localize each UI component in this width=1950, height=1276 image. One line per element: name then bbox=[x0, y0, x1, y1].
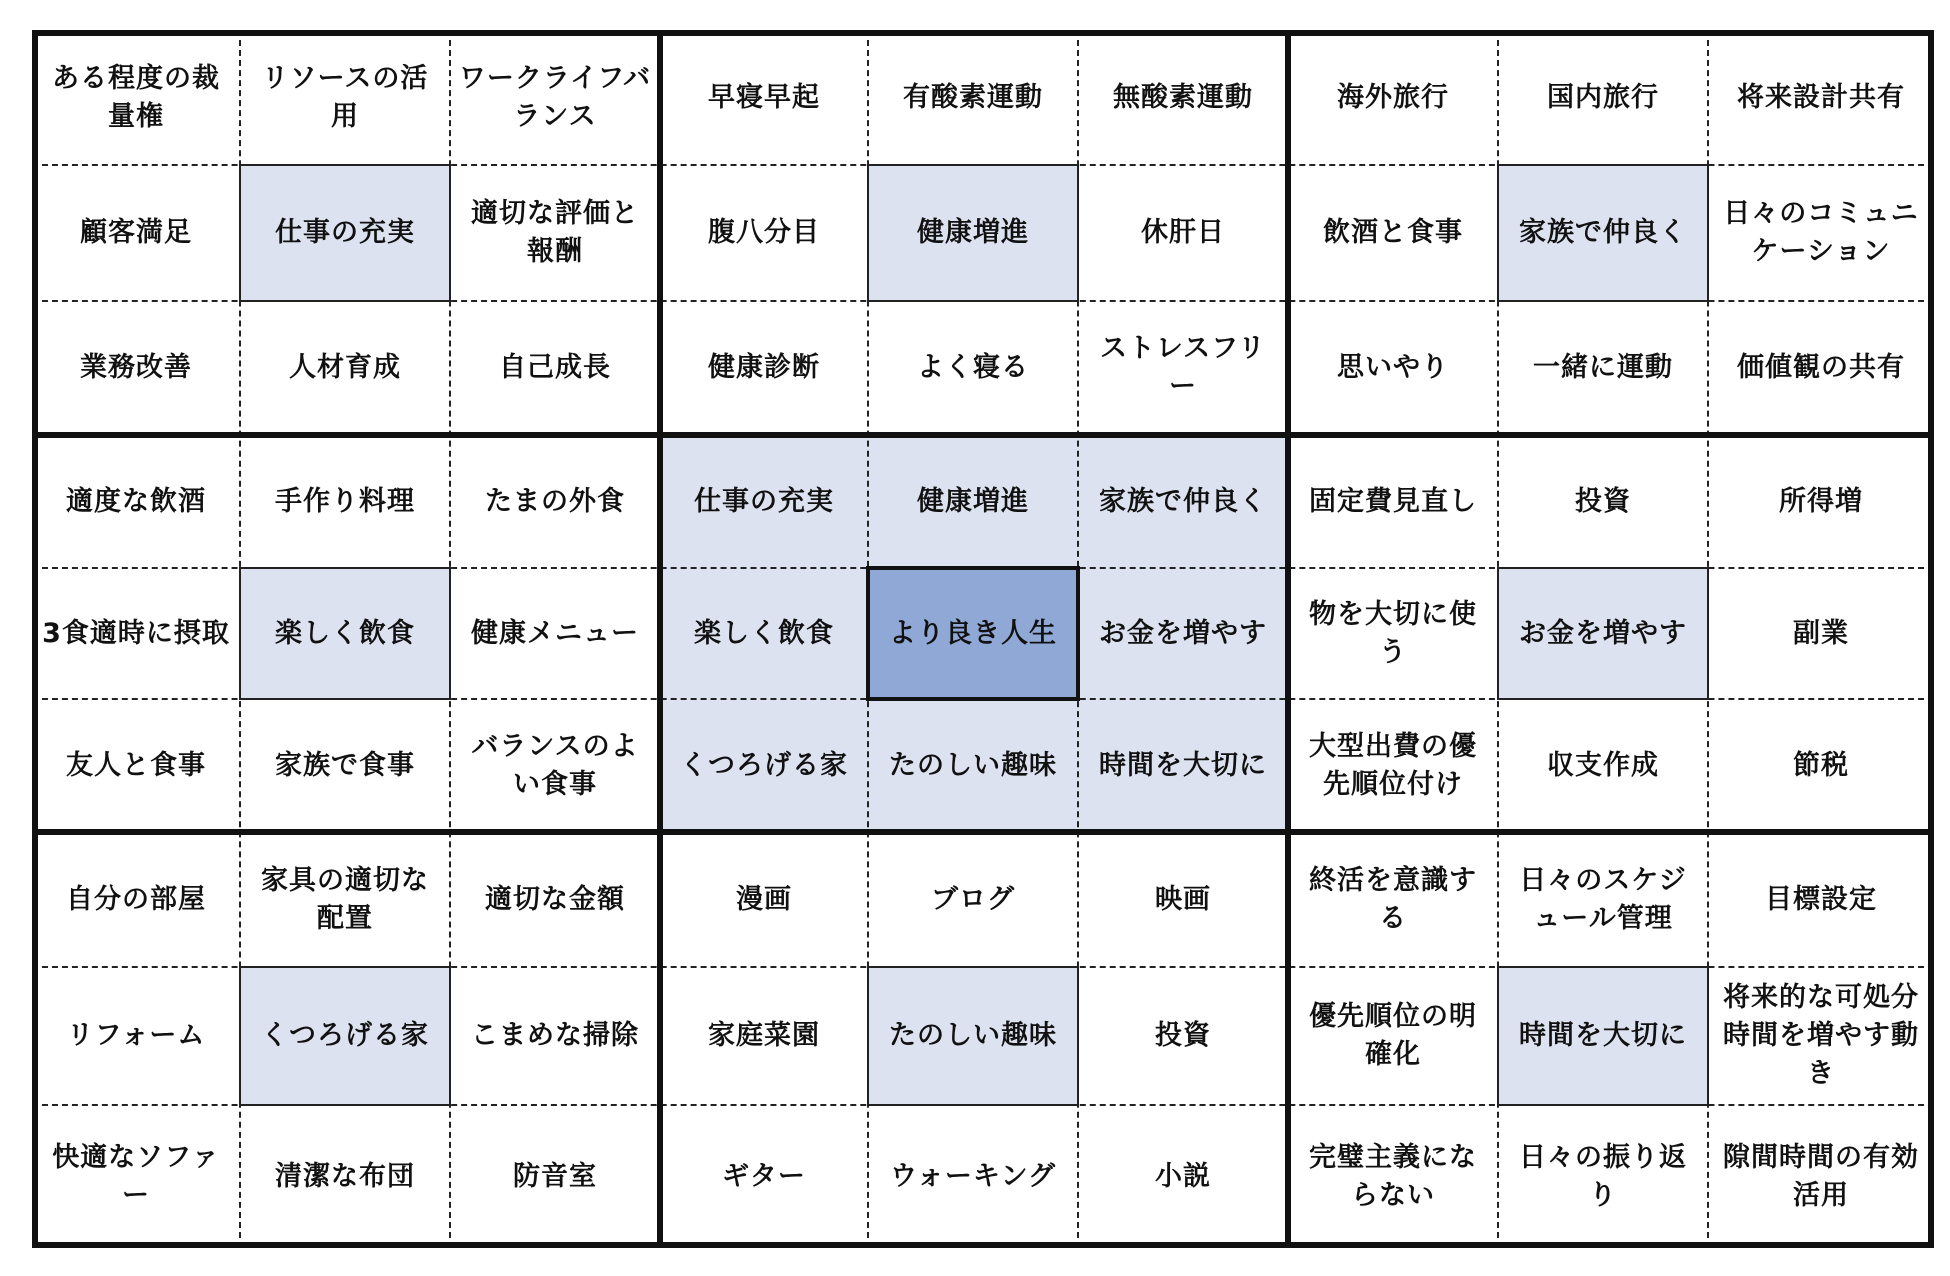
action-cell: 投資 bbox=[1575, 485, 1631, 517]
action-cell: リフォーム bbox=[66, 1020, 206, 1051]
sub-goal-cell: 時間を大切に bbox=[1498, 967, 1708, 1105]
action-cell: 防音室 bbox=[513, 1160, 597, 1192]
action-cell: 人材育成 bbox=[289, 352, 401, 383]
block-border bbox=[32, 432, 1934, 438]
action-cell: 投資 bbox=[1155, 1020, 1211, 1051]
action-cell: 家族で食事 bbox=[275, 749, 415, 781]
action-cell: 有酸素運動 bbox=[903, 81, 1043, 113]
sub-goal-cell: 仕事の充実 bbox=[240, 165, 450, 301]
sub-goal-cell: 楽しく飲食 bbox=[240, 568, 450, 699]
sub-goal-cell: 時間を大切に bbox=[1078, 699, 1288, 832]
action-cell: ブログ bbox=[931, 883, 1015, 915]
action-cell: ワークライフバランス bbox=[458, 62, 652, 132]
sub-goal-outline bbox=[1497, 966, 1709, 1106]
action-cell: 所得増 bbox=[1779, 485, 1863, 517]
action-cell: 飲酒と食事 bbox=[1323, 217, 1463, 248]
action-cell: 価値観の共有 bbox=[1737, 352, 1905, 383]
sub-goal-outline bbox=[239, 567, 451, 700]
action-cell: 国内旅行 bbox=[1547, 81, 1659, 113]
action-cell: 隙間時間の有効活用 bbox=[1723, 1141, 1919, 1211]
block-border bbox=[657, 30, 663, 1248]
action-cell: 3食適時に摂取 bbox=[42, 617, 230, 649]
action-cell: 漫画 bbox=[736, 883, 792, 915]
action-cell: 完璧主義にならない bbox=[1309, 1141, 1477, 1211]
action-cell: 健康メニュー bbox=[471, 617, 639, 649]
action-cell: 収支作成 bbox=[1547, 749, 1659, 781]
action-cell: 終活を意識する bbox=[1309, 864, 1477, 934]
action-cell: バランスのよい食事 bbox=[471, 730, 639, 800]
block-border bbox=[1928, 30, 1934, 1248]
action-cell: 家具の適切な配置 bbox=[261, 864, 429, 934]
action-cell: 日々の振り返り bbox=[1519, 1141, 1687, 1211]
action-cell: 健康診断 bbox=[708, 352, 820, 383]
action-cell: ストレスフリー bbox=[1099, 333, 1267, 402]
action-cell: 適切な金額 bbox=[485, 883, 625, 915]
action-cell: 副業 bbox=[1793, 617, 1849, 649]
action-cell: 家庭菜園 bbox=[708, 1020, 820, 1051]
action-cell: リソースの活用 bbox=[261, 62, 429, 132]
sub-goal-cell: たのしい趣味 bbox=[868, 967, 1078, 1105]
action-cell: 固定費見直し bbox=[1309, 485, 1477, 517]
sub-goal-outline bbox=[239, 164, 451, 302]
action-cell: 適切な評価と報酬 bbox=[471, 198, 639, 267]
block-border bbox=[32, 829, 1934, 835]
sub-goal-outline bbox=[1497, 164, 1709, 302]
action-cell: 海外旅行 bbox=[1337, 81, 1449, 113]
sub-goal-cell: くつろげる家 bbox=[240, 967, 450, 1105]
action-cell: ギター bbox=[722, 1160, 806, 1192]
action-cell: 物を大切に使う bbox=[1309, 598, 1477, 668]
action-cell: 快適なソファー bbox=[52, 1141, 220, 1211]
action-cell: 節税 bbox=[1793, 749, 1849, 781]
action-cell: 清潔な布団 bbox=[275, 1160, 415, 1192]
action-cell: こまめな掃除 bbox=[471, 1020, 639, 1051]
action-cell: 手作り料理 bbox=[275, 485, 415, 517]
sub-goal-outline bbox=[1497, 567, 1709, 700]
block-border bbox=[32, 1242, 1934, 1248]
action-cell: 大型出費の優先順位付け bbox=[1309, 730, 1477, 800]
sub-goal-cell: 健康増進 bbox=[868, 165, 1078, 301]
action-cell: 日々のコミュニケーション bbox=[1723, 198, 1919, 267]
action-cell: 将来設計共有 bbox=[1737, 81, 1905, 113]
action-cell: 自己成長 bbox=[499, 352, 611, 383]
action-cell: 日々のスケジュール管理 bbox=[1519, 864, 1687, 934]
sub-goal-outline bbox=[867, 164, 1079, 302]
action-cell: 顧客満足 bbox=[80, 217, 192, 248]
action-cell: 小説 bbox=[1155, 1160, 1211, 1192]
action-cell: 目標設定 bbox=[1765, 883, 1877, 915]
action-cell: 早寝早起 bbox=[708, 81, 820, 113]
center-goal-outline bbox=[866, 566, 1080, 701]
action-cell: 無酸素運動 bbox=[1113, 81, 1253, 113]
sub-goal-cell: 家族で仲良く bbox=[1078, 435, 1288, 568]
action-cell: 優先順位の明確化 bbox=[1309, 1001, 1477, 1070]
action-cell: ある程度の裁量権 bbox=[52, 62, 220, 132]
action-cell: 休肝日 bbox=[1141, 217, 1225, 248]
sub-goal-cell: 健康増進 bbox=[868, 435, 1078, 568]
block-border bbox=[32, 30, 38, 1248]
sub-goal-outline bbox=[239, 966, 451, 1106]
sub-goal-cell: 楽しく飲食 bbox=[660, 568, 868, 699]
sub-goal-cell: くつろげる家 bbox=[660, 699, 868, 832]
action-cell: 思いやり bbox=[1337, 352, 1449, 383]
action-cell: よく寝る bbox=[917, 352, 1029, 383]
action-cell: たまの外食 bbox=[485, 485, 625, 517]
center-goal-cell: より良き人生 bbox=[868, 568, 1078, 699]
sub-goal-cell: お金を増やす bbox=[1498, 568, 1708, 699]
sub-goal-cell: 仕事の充実 bbox=[660, 435, 868, 568]
sub-goal-cell: お金を増やす bbox=[1078, 568, 1288, 699]
action-cell: 適度な飲酒 bbox=[66, 485, 206, 517]
sub-goal-cell: たのしい趣味 bbox=[868, 699, 1078, 832]
action-cell: 自分の部屋 bbox=[66, 883, 206, 915]
sub-goal-cell: 家族で仲良く bbox=[1498, 165, 1708, 301]
action-cell: 友人と食事 bbox=[66, 749, 206, 781]
block-border bbox=[1285, 30, 1291, 1248]
sub-goal-outline bbox=[867, 966, 1079, 1106]
action-cell: 一緒に運動 bbox=[1533, 352, 1673, 383]
action-cell: 腹八分目 bbox=[708, 217, 820, 248]
action-cell: 映画 bbox=[1155, 883, 1211, 915]
mandala-chart bbox=[32, 30, 1934, 1248]
action-cell: ウォーキング bbox=[889, 1160, 1057, 1192]
action-cell: 業務改善 bbox=[80, 352, 192, 383]
action-cell: 将来的な可処分時間を増やす動き bbox=[1723, 982, 1919, 1089]
block-border bbox=[32, 30, 1934, 36]
